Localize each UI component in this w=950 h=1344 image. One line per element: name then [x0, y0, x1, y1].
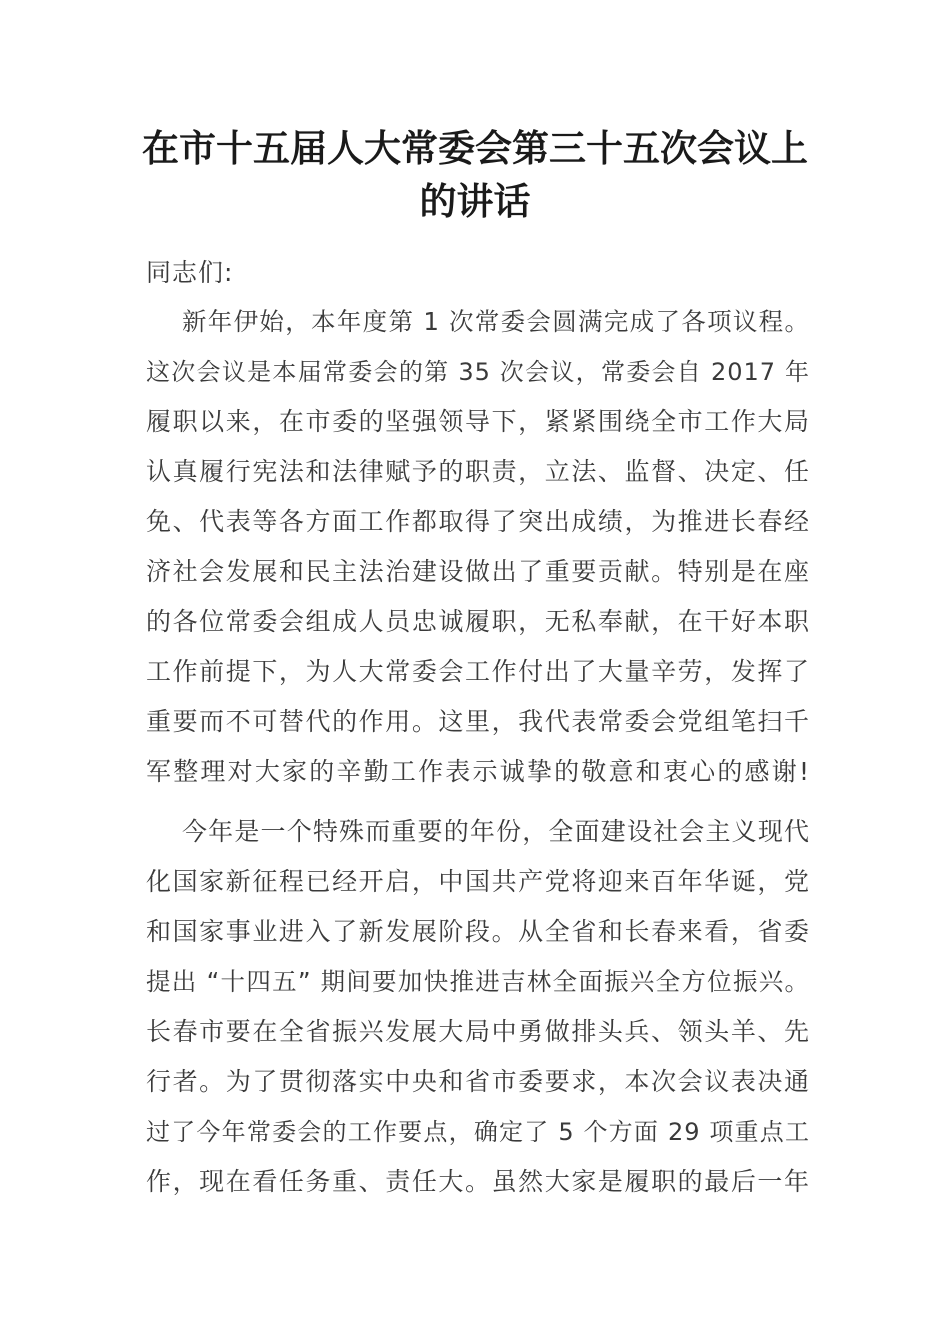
paragraph-line: 工作前提下，为人大常委会工作付出了大量辛劳，发挥了 [146, 657, 810, 686]
paragraph-line: 履职以来，在市委的坚强领导下，紧紧围绕全市工作大局 [146, 407, 810, 436]
paragraph-line: 提出 “十四五” 期间要加快推进吉林全面振兴全方位振兴。 [146, 967, 810, 996]
paragraph-line: 新年伊始，本年度第 1 次常委会圆满完成了各项议程。 [182, 307, 810, 336]
paragraph-line: 过了今年常委会的工作要点，确定了 5 个方面 29 项重点工 [146, 1118, 810, 1146]
title-line: 的讲话 [419, 179, 531, 223]
salutation: 同志们: [146, 258, 234, 287]
paragraph-line: 的各位常委会组成人员忠诚履职，无私奉献，在干好本职 [146, 607, 810, 636]
paragraph-line: 军整理对大家的辛勤工作表示诚挚的敬意和衷心的感谢! [146, 757, 810, 786]
paragraph-line: 今年是一个特殊而重要的年份，全面建设社会主义现代 [182, 817, 810, 846]
paragraph-line: 免、代表等各方面工作都取得了突出成绩，为推进长春经 [146, 507, 810, 536]
paragraph-line: 行者。为了贯彻落实中央和省市委要求，本次会议表决通 [146, 1067, 810, 1096]
paragraph-line: 重要而不可替代的作用。这里，我代表常委会党组笔扫千 [146, 707, 810, 736]
paragraph-line: 长春市要在全省振兴发展大局中勇做排头兵、领头羊、先 [146, 1017, 810, 1046]
paragraph-line: 认真履行宪法和法律赋予的职责，立法、监督、决定、任 [146, 457, 810, 486]
paragraph-2 [146, 807, 810, 1207]
paragraph-line: 化国家新征程已经开启，中国共产党将迎来百年华诞，党 [146, 867, 810, 896]
title-line: 在市十五届人大常委会第三十五次会议上 [142, 126, 808, 170]
document-title [140, 122, 810, 228]
paragraph-1 [146, 297, 810, 797]
paragraph-line: 和国家事业进入了新发展阶段。从全省和长春来看，省委 [146, 917, 810, 946]
paragraph-line: 这次会议是本届常委会的第 35 次会议，常委会自 2017 年 [146, 358, 810, 386]
paragraph-line: 作，现在看任务重、责任大。虽然大家是履职的最后一年 [146, 1167, 810, 1196]
paragraph-line: 济社会发展和民主法治建设做出了重要贡献。特别是在座 [146, 557, 810, 586]
